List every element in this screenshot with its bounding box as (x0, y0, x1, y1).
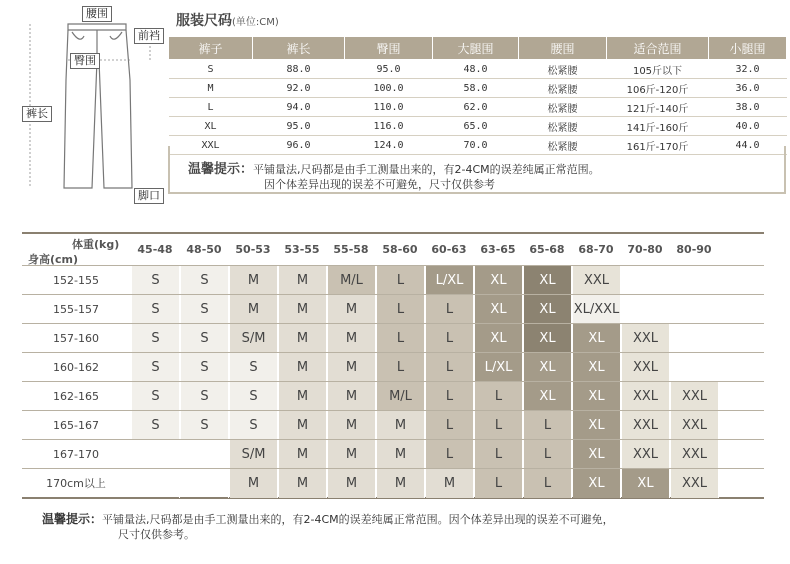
size-cell (622, 266, 670, 295)
size-cell: M (279, 295, 327, 324)
top-note-text: 平铺量法,尺码都是由手工测量出来的，有2-4CM的误差纯属正常范围。 (253, 163, 600, 176)
table-cell: 38.0 (709, 98, 787, 117)
size-cell: XXL (671, 469, 719, 498)
size-cell: XXL (573, 266, 621, 295)
column-header: 臀围 (345, 37, 433, 60)
bottom-note-line2: 尺寸仅供参考。 (118, 528, 195, 541)
size-cell: L (426, 440, 474, 469)
size-cell: XL (573, 411, 621, 440)
size-cell: L (377, 295, 425, 324)
top-note-line2: 因个体差异出现的误差不可避免，尺寸仅供参考 (264, 178, 495, 191)
size-cell: L (426, 411, 474, 440)
size-cell: S (132, 266, 180, 295)
table-cell: 44.0 (709, 136, 787, 155)
height-row-label: 157-160 (53, 332, 99, 345)
size-cell: XL (524, 324, 572, 353)
table-cell: 40.0 (709, 117, 787, 136)
size-cell: S (181, 266, 229, 295)
grid-row (22, 410, 764, 440)
table-row (169, 60, 787, 79)
pants-diagram (0, 0, 170, 210)
table-cell: 124.0 (345, 136, 433, 155)
column-header: 小腿围 (709, 37, 787, 60)
size-cell: L (524, 469, 572, 498)
title-unit: (单位:CM) (232, 17, 279, 28)
column-header: 适合范围 (607, 37, 709, 60)
table-cell: XXL (169, 136, 253, 155)
bottom-note-line1 (42, 510, 614, 527)
size-cell: M (279, 266, 327, 295)
diagram-label-hip: 臀围 (70, 53, 100, 69)
size-cell: XL (573, 353, 621, 382)
grid-header (22, 234, 764, 264)
grid-row (22, 323, 764, 353)
table-cell: M (169, 79, 253, 98)
table-cell: 110.0 (345, 98, 433, 117)
table-cell: 62.0 (433, 98, 519, 117)
grid-row (22, 381, 764, 411)
size-table (168, 36, 787, 155)
size-cell: M (328, 324, 376, 353)
size-cell: XL (475, 324, 523, 353)
table-cell: 松紧腰 (519, 60, 607, 79)
table-cell: S (169, 60, 253, 79)
column-header: 大腿围 (433, 37, 519, 60)
size-cell: M/L (377, 382, 425, 411)
size-cell: M (279, 353, 327, 382)
size-cell: S (181, 295, 229, 324)
weight-column-header: 63-65 (480, 243, 516, 256)
grid-row (22, 294, 764, 324)
size-cell: XL (622, 469, 670, 498)
size-recommendation-grid (22, 232, 764, 499)
table-cell: 161斤-170斤 (607, 136, 709, 155)
table-cell: 70.0 (433, 136, 519, 155)
size-cell: S (181, 382, 229, 411)
size-cell: XXL (622, 440, 670, 469)
column-header: 裤子 (169, 37, 253, 60)
table-cell: 92.0 (253, 79, 345, 98)
size-cell: M (328, 469, 376, 498)
table-cell: 116.0 (345, 117, 433, 136)
table-row (169, 117, 787, 136)
size-cell: M (279, 469, 327, 498)
height-row-label: 165-167 (53, 419, 99, 432)
size-cell: S (230, 411, 278, 440)
size-cell: L (524, 440, 572, 469)
size-cell: S (230, 382, 278, 411)
size-cell: M (328, 440, 376, 469)
size-cell (671, 295, 719, 324)
size-cell: XL (475, 295, 523, 324)
size-cell: XXL (671, 411, 719, 440)
weight-column-header: 70-80 (627, 243, 663, 256)
weight-axis-label: 体重(kg) (72, 238, 120, 251)
size-cell (622, 295, 670, 324)
size-cell: S (132, 324, 180, 353)
size-cell: XXL (622, 353, 670, 382)
size-cell: XL/XXL (573, 295, 621, 324)
size-cell (671, 266, 719, 295)
table-cell: 48.0 (433, 60, 519, 79)
size-cell: S (230, 353, 278, 382)
table-row (169, 79, 787, 98)
size-cell: L (377, 324, 425, 353)
height-row-label: 167-170 (53, 448, 99, 461)
size-cell: M (230, 469, 278, 498)
size-cell: XXL (622, 382, 670, 411)
weight-column-header: 48-50 (186, 243, 222, 256)
size-cell: M (230, 266, 278, 295)
table-cell: 105斤以下 (607, 60, 709, 79)
bottom-note-title: 温馨提示： (42, 512, 103, 526)
size-cell: L (426, 324, 474, 353)
size-cell: S (132, 382, 180, 411)
top-note-title: 温馨提示： (188, 162, 254, 177)
size-cell: L (475, 382, 523, 411)
size-cell (181, 440, 229, 469)
size-cell: L (524, 411, 572, 440)
height-row-label: 152-155 (53, 274, 99, 287)
size-cell: L/XL (426, 266, 474, 295)
size-cell: L (377, 353, 425, 382)
weight-column-header: 55-58 (333, 243, 369, 256)
weight-column-header: 65-68 (529, 243, 565, 256)
size-cell: L (426, 382, 474, 411)
size-cell: S (132, 411, 180, 440)
size-cell: M (279, 411, 327, 440)
table-cell: 36.0 (709, 79, 787, 98)
size-cell: L (475, 469, 523, 498)
size-cell: XXL (622, 411, 670, 440)
size-cell: M (328, 411, 376, 440)
size-cell: S (181, 411, 229, 440)
table-cell: 58.0 (433, 79, 519, 98)
table-cell: 88.0 (253, 60, 345, 79)
grid-row (22, 468, 764, 498)
table-cell: 121斤-140斤 (607, 98, 709, 117)
size-cell: XL (524, 382, 572, 411)
title-text: 服装尺码 (176, 13, 232, 29)
size-cell: M (230, 295, 278, 324)
height-row-label: 155-157 (53, 303, 99, 316)
size-cell: M (328, 382, 376, 411)
size-cell: S (132, 353, 180, 382)
height-row-label: 170cm以上 (46, 477, 106, 490)
size-cell: XXL (622, 324, 670, 353)
size-cell: XL (573, 324, 621, 353)
weight-column-header: 80-90 (676, 243, 712, 256)
weight-column-header: 68-70 (578, 243, 614, 256)
size-cell: M/L (328, 266, 376, 295)
table-cell: 松紧腰 (519, 98, 607, 117)
size-cell: L (377, 266, 425, 295)
size-cell: S (132, 295, 180, 324)
top-note-line1 (188, 158, 600, 177)
size-cell: M (279, 324, 327, 353)
grid-row (22, 352, 764, 382)
size-cell: XXL (671, 440, 719, 469)
table-cell: 95.0 (253, 117, 345, 136)
weight-column-header: 45-48 (137, 243, 173, 256)
size-cell: S (181, 353, 229, 382)
size-cell: XL (573, 469, 621, 498)
diagram-label-waist: 腰围 (82, 6, 112, 22)
table-cell: 95.0 (345, 60, 433, 79)
table-cell: 32.0 (709, 60, 787, 79)
grid-row (22, 439, 764, 469)
size-cell: M (328, 295, 376, 324)
size-cell: XL (573, 440, 621, 469)
diagram-label-length: 裤长 (22, 106, 52, 122)
height-axis-label: 身高(cm) (28, 253, 79, 266)
table-cell: 96.0 (253, 136, 345, 155)
size-cell: XL (475, 266, 523, 295)
grid-row (22, 265, 764, 295)
size-cell: XL (524, 353, 572, 382)
size-cell: XL (524, 295, 572, 324)
size-cell: S (181, 324, 229, 353)
weight-column-header: 53-55 (284, 243, 320, 256)
column-header: 裤长 (253, 37, 345, 60)
size-cell (671, 353, 719, 382)
table-cell: 106斤-120斤 (607, 79, 709, 98)
table-cell: 松紧腰 (519, 117, 607, 136)
size-cell: S/M (230, 324, 278, 353)
size-cell: M (279, 440, 327, 469)
table-row (169, 98, 787, 117)
size-cell: M (377, 411, 425, 440)
diagram-label-front-rise: 前裆 (134, 28, 164, 44)
size-cell: L/XL (475, 353, 523, 382)
weight-column-header: 58-60 (382, 243, 418, 256)
size-cell: L (426, 295, 474, 324)
size-cell (671, 324, 719, 353)
size-cell: L (475, 440, 523, 469)
diagram-label-hem: 脚口 (134, 188, 164, 204)
table-cell: 94.0 (253, 98, 345, 117)
size-cell: XL (573, 382, 621, 411)
weight-column-header: 50-53 (235, 243, 271, 256)
size-cell: M (279, 382, 327, 411)
size-cell: M (426, 469, 474, 498)
height-row-label: 162-165 (53, 390, 99, 403)
size-cell (132, 440, 180, 469)
table-cell: 松紧腰 (519, 79, 607, 98)
table-cell: 松紧腰 (519, 136, 607, 155)
size-cell: M (377, 440, 425, 469)
size-cell (181, 469, 229, 498)
size-cell: XL (524, 266, 572, 295)
size-cell: XXL (671, 382, 719, 411)
weight-column-header: 60-63 (431, 243, 467, 256)
table-cell: XL (169, 117, 253, 136)
size-cell: M (377, 469, 425, 498)
size-cell: L (475, 411, 523, 440)
column-header: 腰围 (519, 37, 607, 60)
size-cell: S/M (230, 440, 278, 469)
size-cell (132, 469, 180, 498)
table-cell: L (169, 98, 253, 117)
bottom-note-text: 平铺量法,尺码都是由手工测量出来的，有2-4CM的误差纯属正常范围。因个体差异出现的误差不可避免， (102, 513, 614, 526)
size-table-title (176, 10, 279, 30)
size-cell: M (328, 353, 376, 382)
size-cell: L (426, 353, 474, 382)
table-cell: 65.0 (433, 117, 519, 136)
table-cell: 100.0 (345, 79, 433, 98)
table-cell: 141斤-160斤 (607, 117, 709, 136)
size-table-header (169, 37, 787, 60)
height-row-label: 160-162 (53, 361, 99, 374)
